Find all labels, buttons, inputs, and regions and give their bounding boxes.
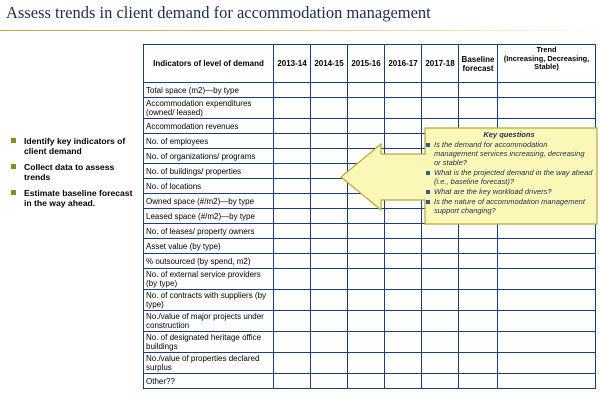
table-header-row <box>144 45 596 83</box>
indicator-cell: No. of designated heritage office buildings <box>144 332 274 353</box>
indicator-cell: No./value of major projects under construction <box>144 311 274 332</box>
header-baseline: Baseline forecast <box>459 45 498 83</box>
indicator-cell: No./value of properties declared surplus <box>144 353 274 374</box>
key-questions-title: Key questions <box>483 130 535 139</box>
question-item: What is the projected demand in the way ahead (i.e., baseline forecast)? <box>425 168 593 186</box>
table-row <box>144 332 596 353</box>
indicator-cell: Accommodation revenues <box>144 119 274 134</box>
header-year: 2017-18 <box>422 45 459 83</box>
table-row <box>144 98 596 119</box>
table-row <box>144 374 596 389</box>
square-bullet-icon <box>11 190 16 195</box>
square-bullet-icon <box>426 190 430 194</box>
indicator-cell: Total space (m2)—by type <box>144 83 274 98</box>
square-bullet-icon <box>11 164 16 169</box>
table-row <box>144 83 596 98</box>
key-questions-content <box>425 130 593 216</box>
bullet-item: Estimate baseline forecast in the way ahead. <box>10 188 138 208</box>
header-year: 2014-15 <box>311 45 348 83</box>
square-bullet-icon <box>426 171 430 175</box>
table-row <box>144 269 596 290</box>
bullet-item: Collect data to assess trends <box>10 162 138 182</box>
table-row <box>144 311 596 332</box>
header-year: 2016-17 <box>385 45 422 83</box>
table-row <box>144 290 596 311</box>
indicator-cell: Asset value (by type) <box>144 239 274 254</box>
indicator-cell: No. of buildings/ properties <box>144 164 274 179</box>
indicator-cell: No. of locations <box>144 179 274 194</box>
indicator-cell: Owned space (#/m2)—by type <box>144 194 274 209</box>
question-item: What are the key workload drivers? <box>425 187 593 196</box>
question-item: Is the nature of accommodation management support changing? <box>425 197 593 215</box>
title-divider <box>0 30 600 31</box>
indicator-cell: Accommodation expenditures (owned/ leased) <box>144 98 274 119</box>
indicator-cell: Leased space (#/m2)—by type <box>144 209 274 224</box>
header-year: 2013-14 <box>274 45 311 83</box>
bullet-item: Identify key indicators of client demand <box>10 136 138 156</box>
header-trend: Trend (Increasing, Decreasing, Stable) <box>498 45 596 83</box>
key-questions-list <box>425 140 593 215</box>
indicator-cell: No. of organizations/ programs <box>144 149 274 164</box>
table-row <box>144 239 596 254</box>
bullet-list <box>10 136 138 214</box>
indicator-cell: % outsourced (by spend, m2) <box>144 254 274 269</box>
indicator-cell: No. of contracts with suppliers (by type) <box>144 290 274 311</box>
table-row <box>144 224 596 239</box>
square-bullet-icon <box>11 138 16 143</box>
question-item: Is the demand for accommodation management services increasing, decreasing or stable? <box>425 140 593 167</box>
indicator-cell: No. of external service providers (by type) <box>144 269 274 290</box>
table-row <box>144 254 596 269</box>
indicator-cell: Other?? <box>144 374 274 389</box>
square-bullet-icon <box>426 143 430 147</box>
page-title: Assess trends in client demand for accommodation management <box>6 3 431 22</box>
key-questions-callout <box>341 127 599 225</box>
indicator-cell: No. of employees <box>144 134 274 149</box>
header-indicator: Indicators of level of demand <box>144 45 274 83</box>
table-row <box>144 353 596 374</box>
square-bullet-icon <box>426 200 430 204</box>
indicator-cell: No. of leases/ property owners <box>144 224 274 239</box>
header-year: 2015-16 <box>348 45 385 83</box>
